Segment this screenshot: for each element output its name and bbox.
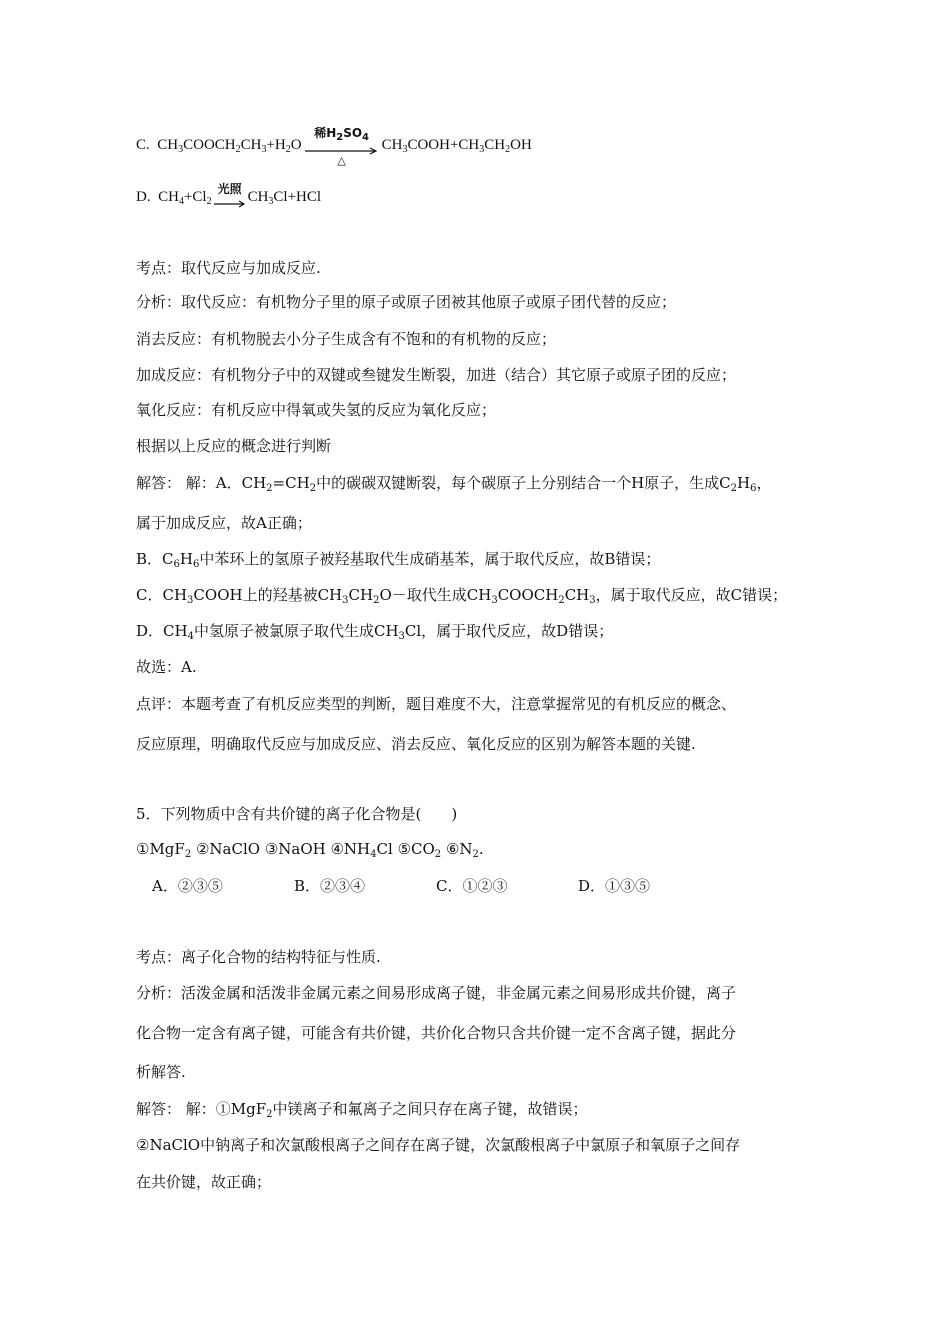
q4-analysis-line: 消去反应：有机物脱去小分子生成含有不饱和的有机物的反应； bbox=[136, 330, 557, 348]
arrow-condition-top: 稀$H_2SO_4$ bbox=[314, 126, 370, 143]
q5-answer-2-cont: 在共价键，故正确； bbox=[136, 1173, 272, 1191]
q5-analysis-line: 化合物一定含有离子键，可能含有共价键，共价化合物只含共价键一定不含离子键，据此分 bbox=[136, 1024, 737, 1042]
q4-analysis-line: 分析：取代反应：有机物分子里的原子或原子团被其他原子或原子团代替的反应； bbox=[136, 293, 677, 311]
q5-answer-1: 解答： 解：①MgF$_2$中镁离子和氟离子之间只存在离子键，故错误； bbox=[136, 1100, 588, 1120]
option-b: B．②③④ bbox=[294, 877, 366, 895]
arrow-condition-top: 光照 bbox=[217, 182, 242, 196]
option-a: A．②③⑤ bbox=[152, 877, 223, 895]
q5-analysis-line: 析解答. bbox=[136, 1063, 186, 1081]
option-d: D．①③⑤ bbox=[578, 877, 651, 895]
q4-analysis-line: 加成反应：有机物分子中的双键或叁键发生断裂，加进（结合）其它原子或原子团的反应； bbox=[136, 366, 737, 384]
q4-answer-a: 解答： 解：A．$CH_2=CH_2$中的碳碳双键断裂，每个碳原子上分别结合一个H原子，生成$C_2H_6$， bbox=[136, 474, 772, 494]
q4-choice: 故选：A. bbox=[136, 658, 197, 676]
q4-comment-cont: 反应原理，明确取代反应与加成反应、消去反应、氧化反应的区别为解答本题的关键. bbox=[136, 735, 696, 753]
equation-c: C. $CH_3COOCH_2CH_3+H_2O$ 稀$H_2SO_4$ △ $CH_3COOH+CH_3CH_2OH$ bbox=[136, 134, 532, 156]
heat-symbol: △ bbox=[337, 154, 346, 167]
reaction-arrow bbox=[213, 182, 247, 208]
q4-analysis-line: 氧化反应：有机反应中得氧或失氢的反应为氧化反应； bbox=[136, 401, 497, 419]
q4-comment: 点评：本题考查了有机反应类型的判断，题目难度不大，注意掌握常见的有机反应的概念、 bbox=[136, 695, 737, 713]
q4-answer-c: C．$CH_3COOH$上的羟基被$CH_3CH_2O-$取代生成$CH_3COOCH_2CH_3$，属于取代反应，故C错误； bbox=[136, 586, 788, 606]
equation-d: D. $CH_4+Cl_2$ 光照 $CH_3Cl+HCl$ bbox=[136, 186, 321, 208]
q5-items: ①MgF$_2$ ②NaClO ③NaOH $④NH_4Cl$ $⑤CO_2$ $⑥N_2$. bbox=[136, 840, 484, 860]
q5-kaodian: 考点：离子化合物的结构特征与性质. bbox=[136, 948, 381, 966]
option-c: C．①②③ bbox=[436, 877, 508, 895]
q4-answer-b: B．$C_6H_6$中苯环上的氢原子被羟基取代生成硝基苯，属于取代反应，故B错误； bbox=[136, 550, 661, 570]
q5-stem: 5．下列物质中含有共价键的离子化合物是( ) bbox=[136, 805, 458, 823]
q4-answer-d: D．$CH_4$中氢原子被氯原子取代生成$CH_3Cl$，属于取代反应，故D错误； bbox=[136, 622, 614, 642]
reaction-arrow bbox=[303, 126, 381, 167]
option-label: C. bbox=[136, 137, 150, 153]
q4-kaodian: 考点：取代反应与加成反应. bbox=[136, 259, 321, 277]
q5-analysis-line: 分析：活泼金属和活泼非金属元素之间易形成离子键，非金属元素之间易形成共价键，离子 bbox=[136, 984, 737, 1002]
q4-answer-a-cont: 属于加成反应，故A正确； bbox=[136, 514, 312, 532]
q5-answer-2: ②NaClO中钠离子和次氯酸根离子之间存在离子键，次氯酸根离子中氯原子和氧原子之间存 bbox=[136, 1136, 741, 1154]
option-label: D. bbox=[136, 189, 151, 205]
q4-analysis-line: 根据以上反应的概念进行判断 bbox=[136, 437, 332, 455]
